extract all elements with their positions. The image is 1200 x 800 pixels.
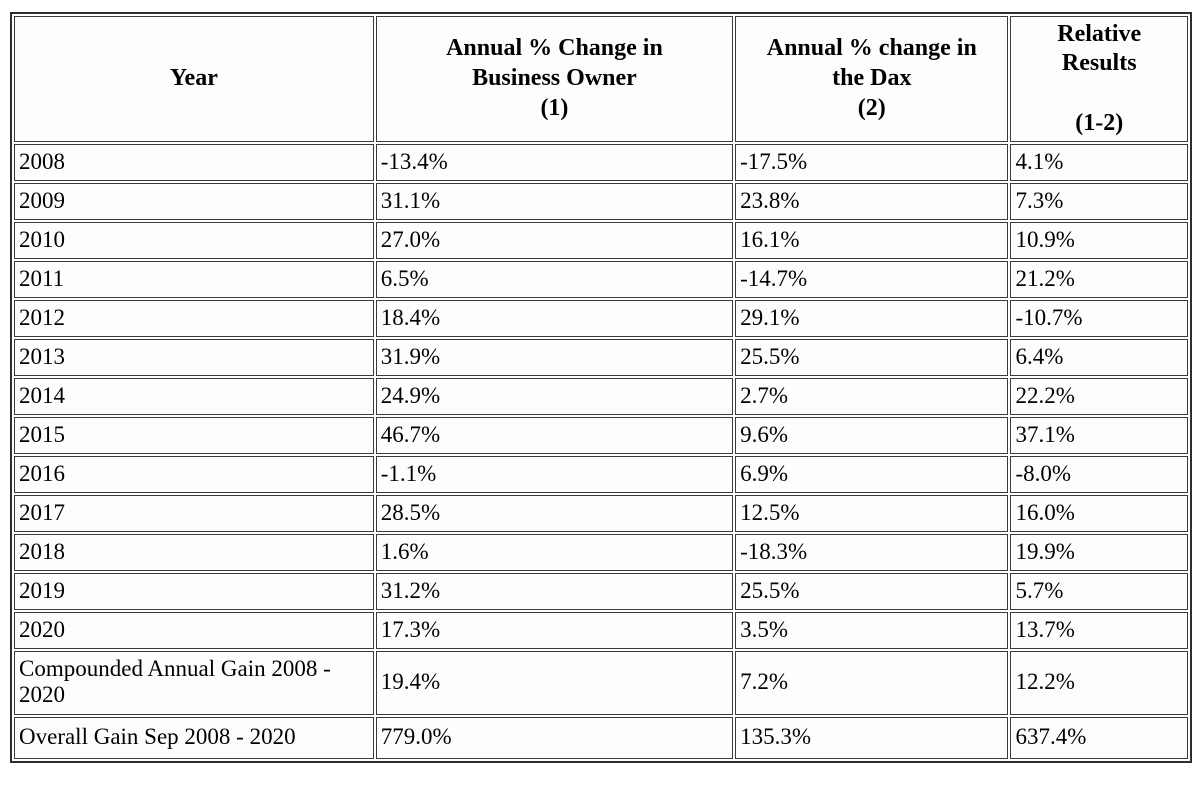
table-row [14,534,1188,571]
value-cell: 9.6% [735,417,1008,454]
value-cell: 3.5% [735,612,1008,649]
value-cell: 5.7% [1010,573,1188,610]
value-cell: 18.4% [376,300,733,337]
value-cell: 135.3% [735,717,1008,759]
value-cell: 19.9% [1010,534,1188,571]
table-row [14,456,1188,493]
row-label-cell: 2009 [14,183,374,220]
value-cell: 22.2% [1010,378,1188,415]
header-line: (1-2) [1075,109,1124,136]
value-cell: -14.7% [735,261,1008,298]
header-cell-business-owner [376,16,733,142]
value-cell: 23.8% [735,183,1008,220]
header-line: Results [1061,50,1137,77]
value-cell: 1.6% [376,534,733,571]
header-line [1015,79,1183,109]
table-row [14,573,1188,610]
row-label-cell: 2020 [14,612,374,649]
table-row [14,222,1188,259]
table-row [14,612,1188,649]
value-cell: -8.0% [1010,456,1188,493]
table-row [14,300,1188,337]
value-cell: 21.2% [1010,261,1188,298]
header-line: Business Owner [472,65,637,92]
table-row [14,339,1188,376]
header-cell-relative-results [1010,16,1188,142]
value-cell: 637.4% [1010,717,1188,759]
value-cell: 46.7% [376,417,733,454]
value-cell: -13.4% [376,144,733,181]
value-cell: 6.4% [1010,339,1188,376]
value-cell: 16.0% [1010,495,1188,532]
value-cell: 2.7% [735,378,1008,415]
value-cell: 19.4% [376,651,733,715]
value-cell: 25.5% [735,339,1008,376]
row-label-cell: Compounded Annual Gain 2008 - 2020 [14,651,374,715]
header-line: Relative [1057,20,1142,47]
header-line: (1) [540,94,569,121]
value-cell: 37.1% [1010,417,1188,454]
header-line: (2) [857,94,886,121]
value-cell: 25.5% [735,573,1008,610]
performance-table [10,12,1192,763]
value-cell: 10.9% [1010,222,1188,259]
header-line: Annual % Change in [446,35,663,62]
row-label-cell: 2019 [14,573,374,610]
value-cell: 29.1% [735,300,1008,337]
table-row-compounded-annual-gain [14,651,1188,715]
value-cell: 12.5% [735,495,1008,532]
row-label-cell: 2018 [14,534,374,571]
row-label-cell: 2011 [14,261,374,298]
header-line: Annual % change in [766,35,977,62]
row-label-cell: 2010 [14,222,374,259]
value-cell: 4.1% [1010,144,1188,181]
value-cell: 6.9% [735,456,1008,493]
row-label-cell: Overall Gain Sep 2008 - 2020 [14,717,374,759]
value-cell: 31.1% [376,183,733,220]
value-cell: -17.5% [735,144,1008,181]
value-cell: 16.1% [735,222,1008,259]
table-row [14,495,1188,532]
value-cell: 28.5% [376,495,733,532]
value-cell: 779.0% [376,717,733,759]
value-cell: 31.2% [376,573,733,610]
table-row [14,417,1188,454]
value-cell: -1.1% [376,456,733,493]
value-cell: 12.2% [1010,651,1188,715]
table-row-overall-gain [14,717,1188,759]
row-label-cell: 2016 [14,456,374,493]
header-cell-dax [735,16,1008,142]
value-cell: 7.2% [735,651,1008,715]
table-row [14,378,1188,415]
row-label-cell: 2012 [14,300,374,337]
value-cell: 13.7% [1010,612,1188,649]
header-line: the Dax [832,65,912,92]
table-row [14,144,1188,181]
row-label-cell: 2014 [14,378,374,415]
header-row [14,16,1188,142]
value-cell: 27.0% [376,222,733,259]
value-cell: -10.7% [1010,300,1188,337]
value-cell: 6.5% [376,261,733,298]
row-label-cell: 2017 [14,495,374,532]
table-row [14,261,1188,298]
row-label-cell: 2015 [14,417,374,454]
header-cell-year [14,16,374,142]
table-row [14,183,1188,220]
value-cell: 31.9% [376,339,733,376]
value-cell: 24.9% [376,378,733,415]
value-cell: -18.3% [735,534,1008,571]
value-cell: 7.3% [1010,183,1188,220]
value-cell: 17.3% [376,612,733,649]
row-label-cell: 2008 [14,144,374,181]
row-label-cell: 2013 [14,339,374,376]
header-line: Year [169,65,218,92]
